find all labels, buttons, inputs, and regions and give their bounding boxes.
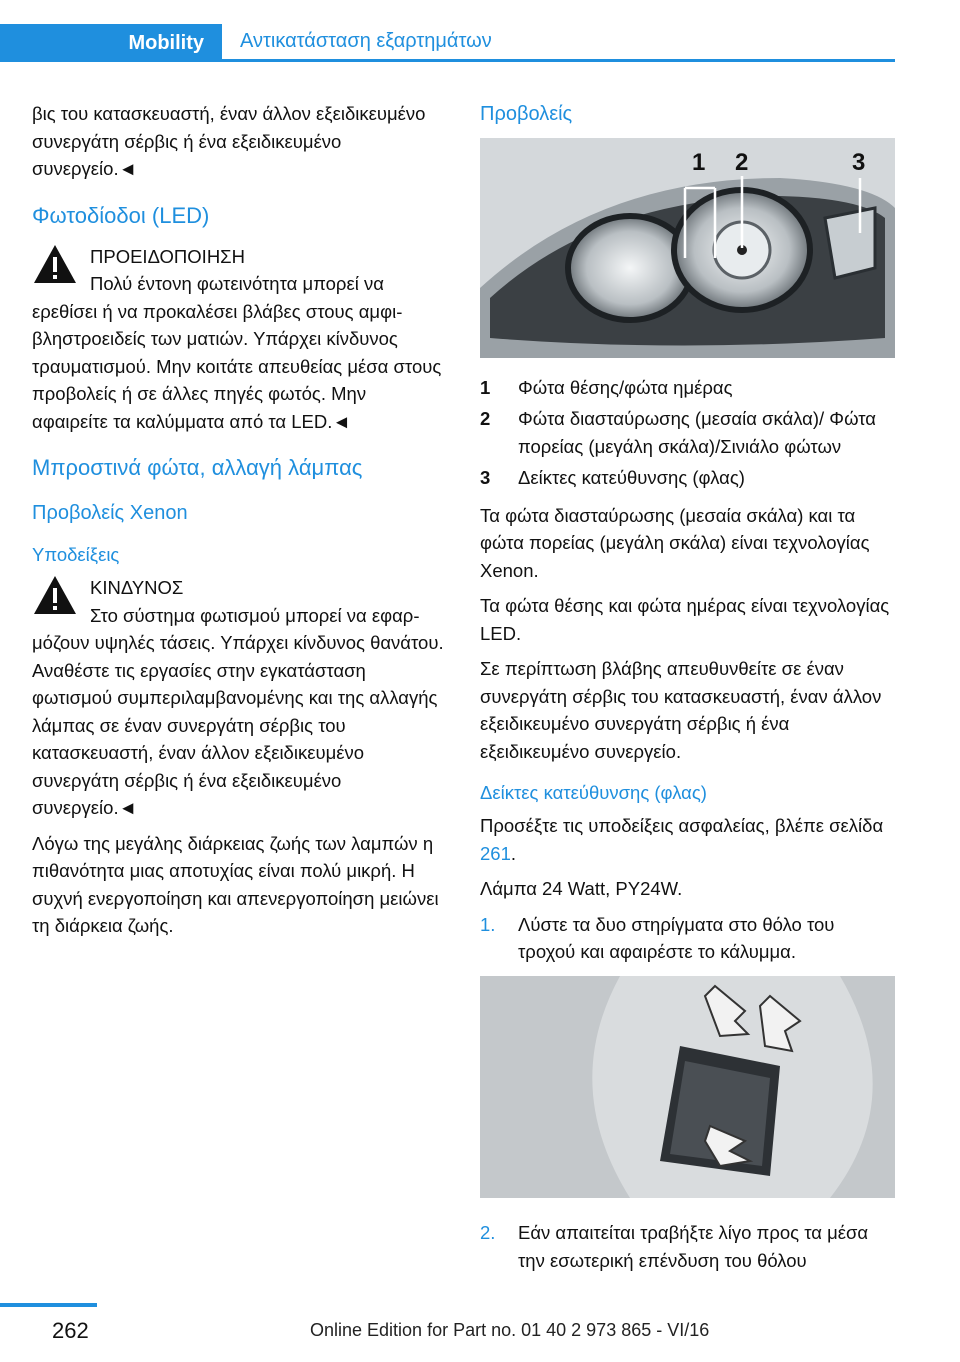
headlight-figure bbox=[480, 138, 895, 358]
callout-2: 2 bbox=[735, 149, 749, 176]
led-warning-text: Πολύ έντονη φωτεινότητα μπορεί να ερεθίσει ή να προκαλέσει βλάβες στους αμφιβληστροειδείς των ματιών. Υπάρχει κίνδυνος τραυματισμού. Μην κοιτάτε απευθείας μέσα στους προβολείς ή σε άλλες πηγές φωτός. Μην αφαιρείτε τα καλύμματα από τα LED.◄ bbox=[32, 273, 442, 432]
safety-end: . bbox=[510, 842, 517, 864]
xenon-paragraph: Τα φώτα διασταύρωσης (μεσαία σκάλα) και τα φώτα πορείας (μεγάλη σκάλα) είναι τεχνολογίας Xenon. bbox=[480, 504, 870, 581]
intro-paragraph: βις του κατασκευαστή, έναν άλλον εξειδικευμένο συνεργάτη σέρβις ή ένα εξειδικευμένο συνεργείο.◄ bbox=[32, 103, 426, 179]
legend-number: 2 bbox=[480, 408, 491, 429]
step-number: 1. bbox=[480, 913, 496, 935]
page-link-261[interactable]: 261 bbox=[480, 842, 511, 864]
step-text: Λύστε τα δυο στηρίγματα στο θόλο του τροχού και αφαιρέστε το κάλυμμα. bbox=[518, 913, 835, 962]
danger-label: ΚΙΝΔΥΝΟΣ bbox=[90, 577, 184, 598]
callout-3: 3 bbox=[852, 149, 866, 176]
callout-1: 1 bbox=[692, 149, 706, 176]
safety-text: Προσέξτε τις υποδείξεις ασφαλείας, βλέπε σελίδα bbox=[480, 815, 884, 836]
legend-text: Φώτα διασταύρωσης (μεσαία σκάλα)/ Φώτα πορείας (μεγάλη σκάλα)/Σινιάλο φώτων bbox=[518, 408, 876, 457]
warning-triangle-icon bbox=[32, 574, 78, 616]
xenon-heading: Προβολείς Xenon bbox=[32, 502, 188, 524]
danger-warning bbox=[32, 574, 447, 822]
wheel-arch-figure bbox=[480, 976, 895, 1198]
led-paragraph: Τα φώτα θέσης και φώτα ημέρας είναι τεχνολογίας LED. bbox=[480, 595, 890, 644]
indicators-heading: Δείκτες κατεύθυνσης (φλας) bbox=[480, 782, 707, 803]
step-number: 2. bbox=[480, 1222, 496, 1243]
legend-text: Δείκτες κατεύθυνσης (φλας) bbox=[518, 467, 745, 488]
legend-text: Φώτα θέσης/φώτα ημέρας bbox=[518, 376, 733, 398]
led-heading: Φωτοδίοδοι (LED) bbox=[32, 202, 210, 228]
danger-text: Στο σύστημα φωτισμού μπορεί να εφαρμόζουν υψηλές τάσεις. Υπάρχει κίνδυνος θανάτου. Αναθέστε τις εργασίες στην εγκατάσταση φωτισμού συμπεριλαμβανομένης και της αλλαγής λάμπας σε έναν συνεργάτη σέρβις του κατασκευαστή, έναν άλλον εξειδικευμένο συνεργάτη σέρβις ή ένα εξειδικευμένο συνεργείο.◄ bbox=[32, 604, 444, 818]
lifespan-paragraph: Λόγω της μεγάλης διάρκειας ζωής των λαμπών η πιθανότητα μιας αποτυχίας είναι πολύ μικρή. Η συχνή ενεργοποίηση και απενεργοποίηση μειώνει τη διάρκεια ζωής. bbox=[32, 832, 439, 936]
front-lights-heading: Μπροστινά φώτα, αλλαγή λάμπας bbox=[32, 455, 363, 480]
page-number-bar bbox=[0, 1303, 97, 1307]
section-tab: Mobility bbox=[0, 24, 222, 62]
right-column bbox=[480, 100, 895, 1284]
steps-list bbox=[480, 911, 895, 966]
safety-paragraph bbox=[480, 812, 895, 867]
chapter-tab: Αντικατάσταση εξαρτημάτων bbox=[222, 24, 895, 62]
page-header bbox=[0, 24, 895, 62]
left-column bbox=[32, 100, 447, 948]
led-warning bbox=[32, 243, 447, 436]
headlights-heading: Προβολείς bbox=[480, 103, 573, 125]
edition-footer: Online Edition for Part no. 01 40 2 973 865 - VI/16 bbox=[310, 1320, 710, 1340]
step-text: Εάν απαιτείται τραβήξτε λίγο προς τα μέσα την εσωτερική επένδυση του θόλου bbox=[518, 1222, 869, 1271]
hints-heading: Υποδείξεις bbox=[32, 544, 120, 565]
legend-number: 3 bbox=[480, 467, 491, 488]
service-paragraph: Σε περίπτωση βλάβης απευθυνθείτε σε έναν συνεργάτη σέρβις του κατασκευαστή, έναν άλλον εξειδικευμένο συνεργάτη σέρβις ή ένα εξειδικευμένο συνεργείο. bbox=[480, 658, 882, 762]
page-number: 262 bbox=[52, 1318, 89, 1343]
lamp-paragraph: Λάμπα 24 Watt, PY24W. bbox=[480, 878, 683, 899]
figure-legend bbox=[480, 374, 895, 492]
legend-number: 1 bbox=[480, 376, 491, 398]
warning-triangle-icon bbox=[32, 243, 78, 285]
led-warning-label: ΠΡΟΕΙΔΟΠΟΙΗΣΗ bbox=[90, 245, 245, 267]
steps-list-continued bbox=[480, 1219, 895, 1274]
